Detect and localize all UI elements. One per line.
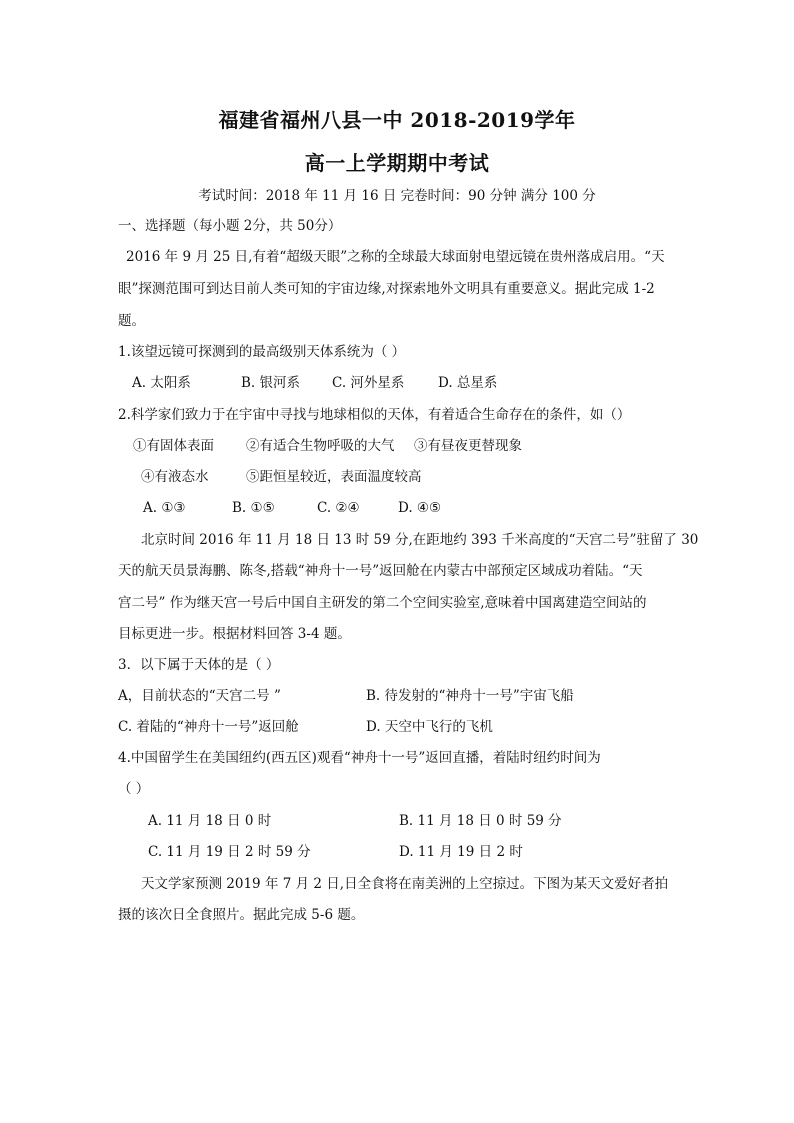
q4-option-b: B. 11 月 18 日 0 时 59 分: [399, 813, 562, 829]
q4-option-d: D. 11 月 19 日 2 时: [399, 844, 523, 860]
q2-option-d: D. ④⑤: [398, 500, 442, 516]
question-1-stem: 1.该望远镜可探测到的最高级别天体系统为（ ）: [118, 344, 406, 360]
passage3-line1: 天文学家预测 2019 年 7 月 2 日,日全食将在南美洲的上空掠过。下图为某天文爱好者拍: [141, 876, 669, 892]
q2-option-a: A. ①③: [143, 500, 186, 516]
passage2-line1: 北京时间 2016 年 11 月 18 日 13 时 59 分,在距地约 393 千米高度的“天宫二号”驻留了 30: [141, 532, 699, 548]
q2-condition-2: ②有适合生物呼吸的大气: [246, 438, 395, 454]
q2-condition-4: ④有液态水: [141, 469, 209, 485]
q2-condition-5: ⑤距恒星较近，表面温度较高: [246, 469, 422, 485]
passage1-line3: 题。: [118, 313, 145, 329]
question-3-stem: 3．以下属于天体的是（ ）: [118, 657, 280, 673]
passage2-line2: 天的航天员景海鹏、陈冬,搭载“神舟十一号”返回舱在内蒙古中部预定区域成功着陆。“天: [118, 563, 643, 579]
passage2-line3: 宫二号” 作为继天宫一号后中国自主研发的第二个空间实验室,意味着中国离建造空间站的: [118, 595, 647, 611]
question-4-answer-paren: （ ）: [118, 781, 150, 797]
q1-option-d: D. 总星系: [438, 375, 498, 391]
q1-option-a: A. 太阳系: [132, 375, 191, 391]
q1-option-c: C. 河外星系: [332, 375, 405, 391]
document-subtitle: 高一上学期期中考试: [304, 151, 490, 175]
q2-condition-1: ①有固体表面: [133, 438, 214, 454]
passage1-line2: 眼”探测范围可到达目前人类可知的宇宙边缘,对探索地外文明具有重要意义。据此完成 1-2: [118, 281, 655, 297]
q4-option-a: A. 11 月 18 日 0 时: [148, 813, 272, 829]
q3-option-b: B. 待发射的“神舟十一号”宇宙飞船: [366, 688, 574, 704]
document-title: 福建省福州八县一中 2018-2019学年: [218, 108, 576, 132]
section-heading: 一、选择题（每小题 2分，共 50分）: [118, 218, 342, 234]
q3-option-d: D. 天空中飞行的飞机: [366, 719, 493, 735]
q2-option-b: B. ①⑤: [232, 500, 275, 516]
q2-condition-3: ③有昼夜更替现象: [414, 438, 522, 454]
passage2-line4: 目标更进一步。根据材料回答 3-4 题。: [118, 626, 351, 642]
q4-option-c: C. 11 月 19 日 2 时 59 分: [148, 844, 311, 860]
question-2-stem: 2.科学家们致力于在宇宙中寻找与地球相似的天体，有着适合生命存在的条件，如（）: [118, 407, 631, 423]
passage3-line2: 摄的该次日全食照片。据此完成 5-6 题。: [118, 907, 365, 923]
q3-option-a: A，目前状态的“天宫二号 ”: [118, 688, 281, 704]
question-4-stem: 4.中国留学生在美国纽约(西五区)观看“神舟十一号”返回直播，着陆时纽约时间为: [118, 750, 601, 766]
exam-info: 考试时间：2018 年 11 月 16 日 完卷时间：90 分钟 满分 100 分: [198, 188, 596, 204]
q1-option-b: B. 银河系: [241, 375, 301, 391]
q3-option-c: C. 着陆的“神舟十一号”返回舱: [118, 719, 299, 735]
q2-option-c: C. ②④: [317, 500, 360, 516]
passage1-line1: 2016 年 9 月 25 日,有着“超级天眼”之称的全球最大球面射电望远镜在贵州落成启用。“天: [126, 249, 665, 265]
